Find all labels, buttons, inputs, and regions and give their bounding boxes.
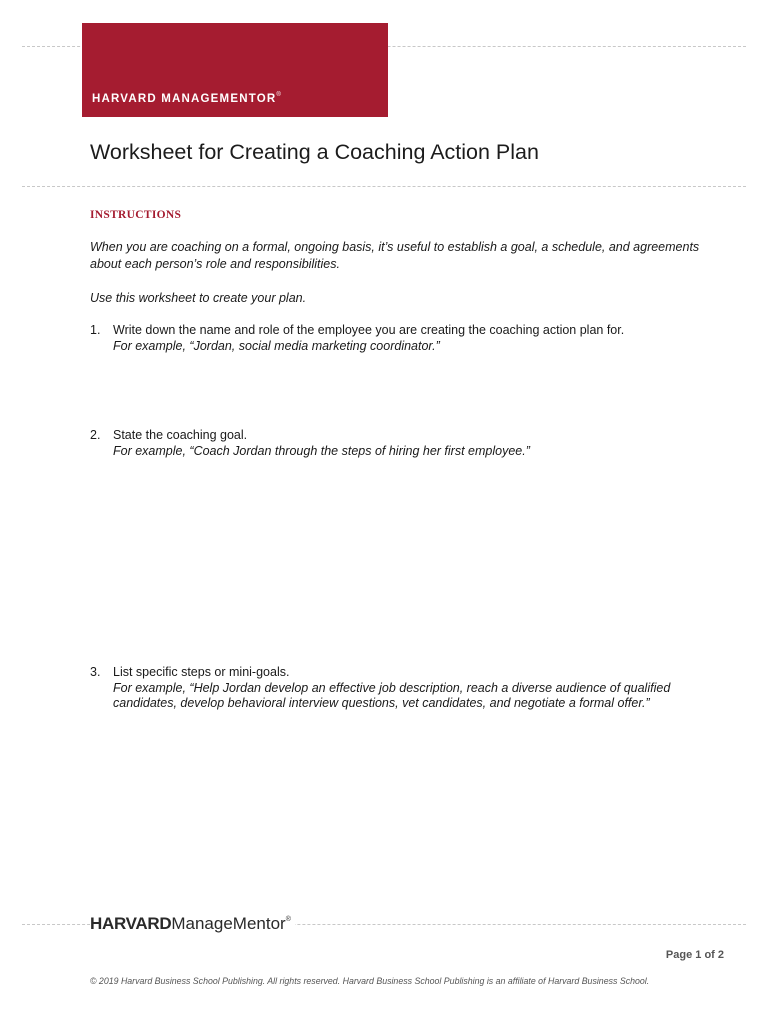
- list-item-3: [90, 665, 730, 712]
- item-example: For example, “Help Jordan develop an effective job description, reach a diverse audience of qualified candidates, develop behavioral interview questions, vet candidates, and negotiate a formal offer.”: [113, 680, 671, 710]
- footer-logo: HARVARDManageMentor®: [90, 914, 295, 934]
- item-number: 1.: [90, 323, 101, 337]
- item-text: Write down the name and role of the employee you are creating the coaching action plan for.: [113, 323, 625, 337]
- title-divider: [22, 186, 746, 187]
- item-example: For example, “Jordan, social media marketing coordinator.”: [113, 338, 440, 353]
- item-text: State the coaching goal.: [113, 428, 248, 442]
- item-number: 2.: [90, 428, 101, 442]
- instructions-heading: INSTRUCTIONS: [90, 209, 182, 221]
- instructions-intro: When you are coaching on a formal, ongoing basis, it’s useful to establish a goal, a schedule, and agreements about each person’s role and responsibilities.: [90, 240, 700, 271]
- list-item-1: [90, 323, 730, 354]
- item-example: For example, “Coach Jordan through the steps of hiring her first employee.”: [113, 443, 530, 458]
- list-item-2: [90, 428, 730, 459]
- copyright-notice: © 2019 Harvard Business School Publishing. All rights reserved. Harvard Business School Publishing is an affiliate of Harvard Business School.: [90, 976, 650, 986]
- page-title: Worksheet for Creating a Coaching Action Plan: [90, 140, 539, 164]
- header-banner: [82, 23, 388, 117]
- item-number: 3.: [90, 665, 101, 679]
- brand-wordmark: HARVARD MANAGEMENTOR®: [92, 92, 281, 105]
- item-text: List specific steps or mini-goals.: [113, 665, 290, 679]
- page-number: Page 1 of 2: [665, 949, 724, 961]
- instructions-use-line: Use this worksheet to create your plan.: [90, 291, 307, 305]
